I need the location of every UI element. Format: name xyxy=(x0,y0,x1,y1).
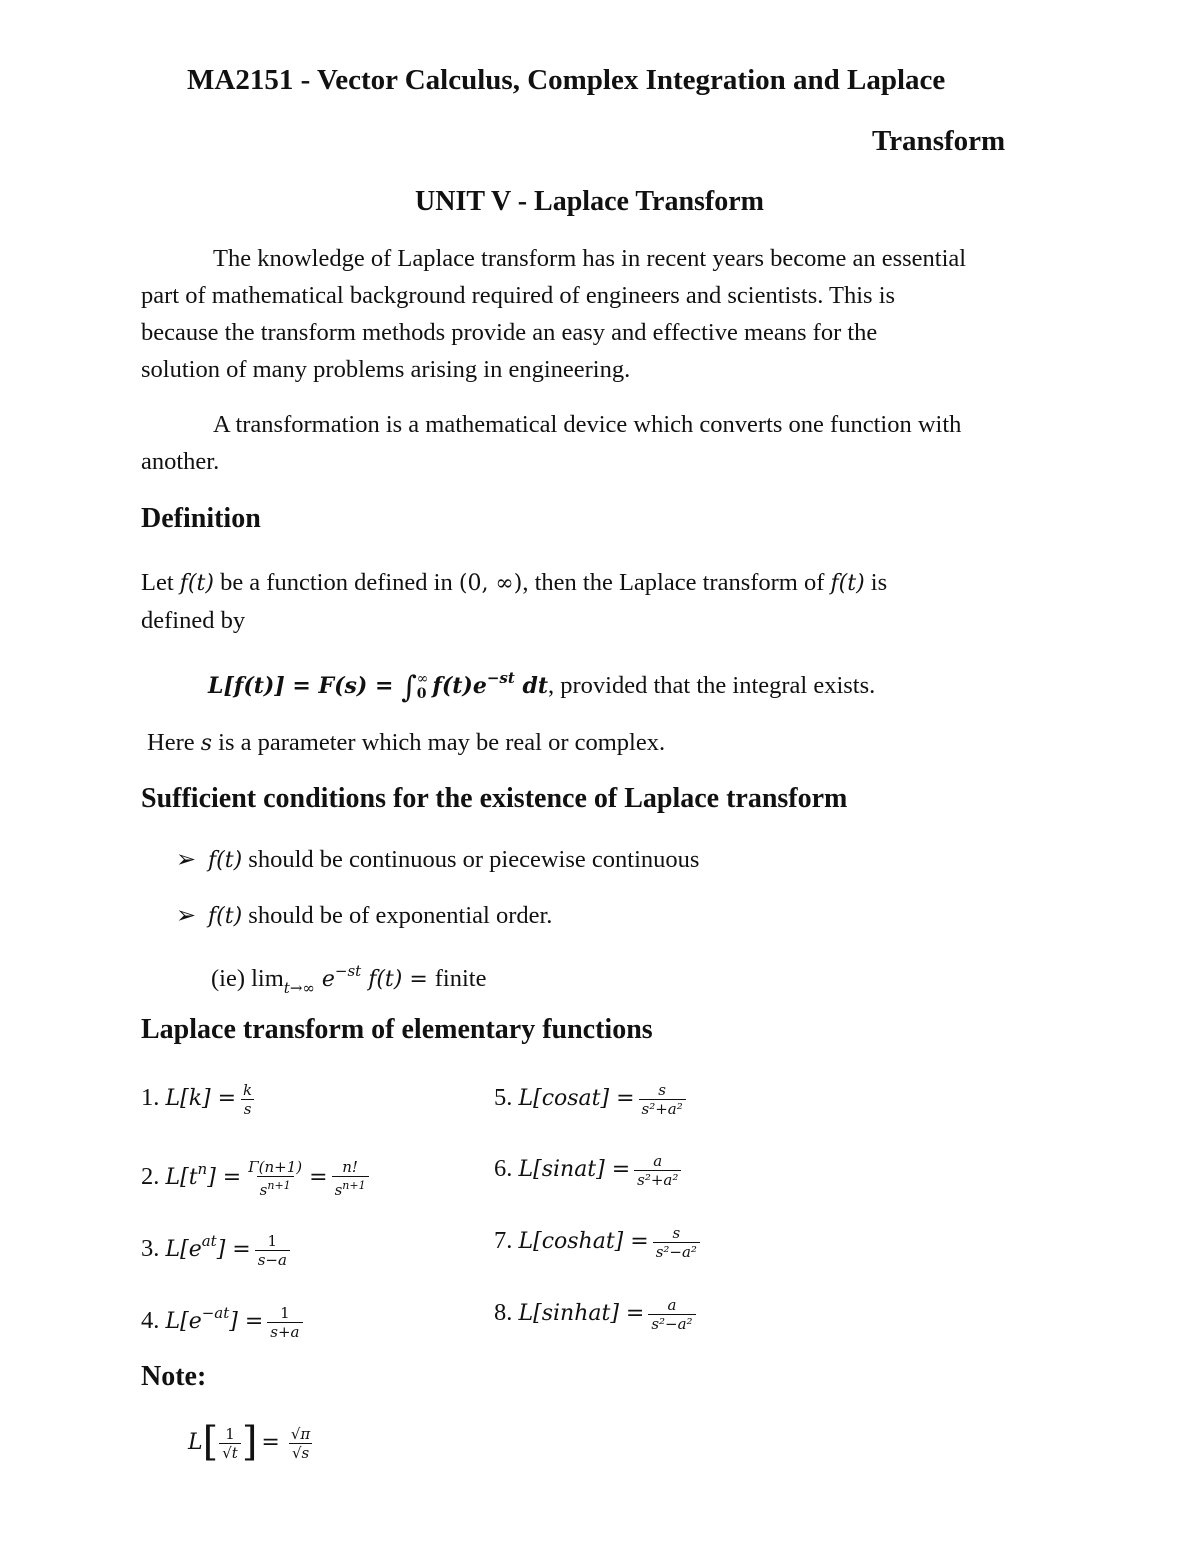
fraction xyxy=(634,1152,681,1189)
fraction xyxy=(648,1296,695,1333)
formula-number: 7. xyxy=(494,1227,519,1254)
integral-lower-limit: 0 xyxy=(416,686,427,703)
fraction xyxy=(267,1304,302,1341)
math-ft: f(t) xyxy=(208,848,243,873)
math-ft: f(t) xyxy=(208,904,243,929)
numerator: n! xyxy=(342,1157,358,1176)
limit-text: (ie) lim xyxy=(211,965,284,992)
condition-item-2 xyxy=(176,897,552,935)
denominator: s−a xyxy=(255,1250,290,1269)
formula-1 xyxy=(141,1078,259,1119)
formula-lhs: L[cosat] = xyxy=(518,1086,635,1111)
fraction xyxy=(219,1425,241,1462)
formula-lhs: L xyxy=(188,1430,203,1455)
formula-7 xyxy=(494,1221,704,1262)
arrow-bullet-icon: ➢ xyxy=(176,901,197,929)
formula-lhs-close: ] = xyxy=(207,1165,242,1190)
definition-text-a: Let xyxy=(141,569,180,596)
intro-p2-line: A transformation is a mathematical device which converts one function with xyxy=(213,411,962,438)
condition-text-1: should be continuous or piecewise continuous xyxy=(242,846,700,873)
fraction xyxy=(245,1158,305,1199)
formula-lhs: L[t xyxy=(165,1165,198,1190)
math-ft-eq: f(t) = xyxy=(361,967,435,992)
numerator: a xyxy=(667,1295,677,1314)
limit-result: finite xyxy=(434,965,487,992)
intro-paragraph-1 xyxy=(141,240,1061,388)
numerator: 1 xyxy=(267,1231,278,1250)
arrow-bullet-icon: ➢ xyxy=(176,845,197,873)
fraction xyxy=(240,1081,255,1118)
limit-subscript: t→∞ xyxy=(283,979,315,997)
equals-sign: = xyxy=(261,1430,280,1455)
denominator: s²−a² xyxy=(648,1314,695,1333)
integral-upper-limit: ∞ xyxy=(416,671,429,688)
formula-lhs: L[sinat] = xyxy=(518,1157,631,1182)
integral-limits xyxy=(417,672,429,702)
formula-number: 8. xyxy=(494,1299,519,1326)
fraction xyxy=(653,1224,700,1261)
definition-text-line2: defined by xyxy=(141,607,246,634)
definition-text-c: , then the Laplace transform of xyxy=(522,569,831,596)
intro-p1-line: The knowledge of Laplace transform has in recent years become an essential xyxy=(213,245,967,272)
superscript: n xyxy=(197,1160,208,1178)
numerator: s xyxy=(672,1223,681,1242)
denominator: √t xyxy=(219,1443,241,1462)
math-s: s xyxy=(200,731,213,756)
formula-exponent: −st xyxy=(486,669,515,687)
limit-exponent: −st xyxy=(334,962,362,980)
formula-4 xyxy=(141,1293,307,1342)
formula-2 xyxy=(141,1149,373,1199)
intro-p1-line: part of mathematical background required of engineers and scientists. This is xyxy=(141,282,896,309)
formula-lhs: L[e xyxy=(165,1309,202,1334)
formula-6 xyxy=(494,1149,685,1190)
formula-number: 3. xyxy=(141,1235,166,1262)
integral-sign-icon: ∫ xyxy=(401,670,417,705)
right-bracket-icon: ] xyxy=(241,1419,258,1465)
formula-number: 6. xyxy=(494,1155,519,1182)
formula-lhs: L[e xyxy=(165,1237,202,1262)
numerator: 1 xyxy=(225,1424,235,1443)
formula-8 xyxy=(494,1293,700,1334)
formula-integrand: f(t)e xyxy=(432,673,487,699)
denominator: √s xyxy=(289,1443,312,1462)
definition-heading: Definition xyxy=(141,503,261,534)
math-e: e xyxy=(314,967,335,992)
laplace-definition-formula xyxy=(208,660,875,706)
formula-lhs: L[sinhat] = xyxy=(518,1301,645,1326)
intro-paragraph-2 xyxy=(141,406,1061,480)
fraction xyxy=(255,1232,290,1269)
formula-3 xyxy=(141,1221,294,1270)
condition-item-1 xyxy=(176,841,699,879)
formula-lhs-close: ] = xyxy=(229,1309,264,1334)
superscript: −at xyxy=(201,1304,230,1322)
definition-text-d: is xyxy=(864,569,888,596)
intro-p1-line: solution of many problems arising in engineering. xyxy=(141,356,631,383)
numerator: Γ(n+1) xyxy=(248,1157,303,1176)
numerator: s xyxy=(658,1080,666,1099)
parameter-note xyxy=(147,724,665,762)
note-formula xyxy=(188,1419,317,1465)
fraction xyxy=(288,1425,313,1462)
denominator: s²+a² xyxy=(639,1099,686,1118)
formula-tail: , provided that the integral exists. xyxy=(548,672,876,699)
denominator: $s^{n+1}$ xyxy=(332,1176,369,1199)
numerator: 1 xyxy=(280,1303,290,1322)
denominator: s²+a² xyxy=(634,1170,681,1189)
fraction xyxy=(332,1158,369,1199)
document-title-line2: Transform xyxy=(872,125,1006,157)
numerator: √π xyxy=(290,1424,311,1443)
numerator: a xyxy=(653,1151,663,1170)
denominator: $s^{n+1}$ xyxy=(257,1176,294,1199)
denominator: s xyxy=(241,1099,255,1118)
denominator: s+a xyxy=(267,1322,302,1341)
formula-lhs: L[f(t)] = F(s) = xyxy=(208,673,402,699)
formula-dt: dt xyxy=(514,673,548,699)
formula-5 xyxy=(494,1078,690,1119)
document-title-line1: MA2151 - Vector Calculus, Complex Integration and Laplace xyxy=(187,64,946,96)
fraction xyxy=(639,1081,686,1118)
formula-lhs-close: ] = xyxy=(216,1237,251,1262)
left-bracket-icon: [ xyxy=(202,1419,219,1465)
definition-text xyxy=(141,564,1061,639)
math-interval: (0, ∞) xyxy=(458,571,523,596)
formula-number: 5. xyxy=(494,1084,519,1111)
superscript: at xyxy=(201,1232,217,1250)
param-text-b: is a parameter which may be real or complex. xyxy=(212,729,666,756)
unit-title: UNIT V - Laplace Transform xyxy=(415,186,764,217)
equals-sign: = xyxy=(309,1165,328,1190)
formula-lhs: L[coshat] = xyxy=(518,1229,649,1254)
formula-lhs: L[k] = xyxy=(165,1086,237,1111)
formula-number: 2. xyxy=(141,1163,166,1190)
math-ft: f(t) xyxy=(179,571,214,596)
formula-number: 1. xyxy=(141,1084,166,1111)
formula-number: 4. xyxy=(141,1307,166,1334)
elementary-heading: Laplace transform of elementary functions xyxy=(141,1014,653,1045)
numerator: k xyxy=(243,1080,253,1099)
intro-p1-line: because the transform methods provide an easy and effective means for the xyxy=(141,319,878,346)
math-ft: f(t) xyxy=(830,571,865,596)
conditions-heading: Sufficient conditions for the existence of Laplace transform xyxy=(141,783,848,814)
note-heading: Note: xyxy=(141,1361,207,1392)
definition-text-b: be a function defined in xyxy=(213,569,459,596)
denominator: s²−a² xyxy=(653,1242,700,1261)
intro-p2-line: another. xyxy=(141,448,220,475)
condition-text-2: should be of exponential order. xyxy=(242,902,553,929)
exponential-order-limit xyxy=(211,953,486,1007)
param-text-a: Here xyxy=(147,729,201,756)
